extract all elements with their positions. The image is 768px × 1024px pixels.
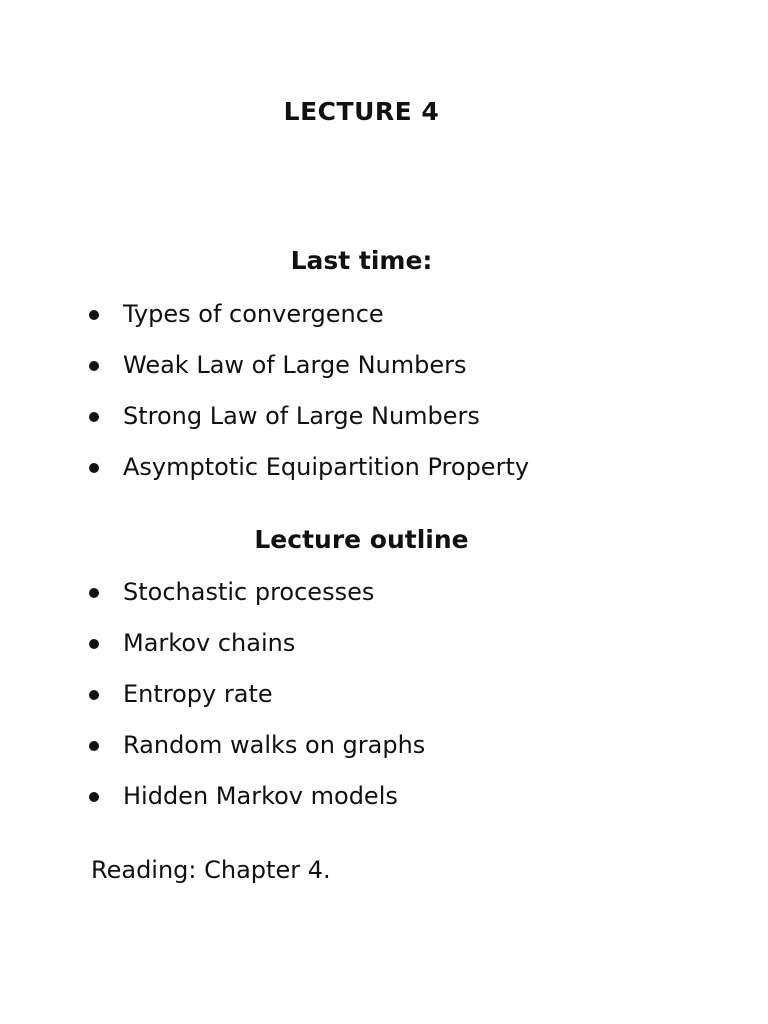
list-item-text: Types of convergence (123, 300, 384, 328)
list-item (0, 678, 425, 729)
bullet-icon (89, 361, 99, 371)
bullet-icon (89, 639, 99, 649)
list-item-text: Entropy rate (123, 680, 273, 708)
last-time-list (0, 298, 529, 502)
list-item (0, 298, 529, 349)
last-time-heading: Last time: (290, 246, 433, 275)
page-title: LECTURE 4 (283, 97, 440, 126)
bullet-icon (89, 792, 99, 802)
bullet-icon (89, 463, 99, 473)
bullet-icon (89, 310, 99, 320)
reading-note: Reading: Chapter 4. (91, 856, 331, 884)
list-item-text: Stochastic processes (123, 578, 375, 606)
list-item (0, 729, 425, 780)
bullet-icon (89, 741, 99, 751)
list-item (0, 400, 529, 451)
bullet-icon (89, 690, 99, 700)
list-item-text: Markov chains (123, 629, 296, 657)
list-item (0, 451, 529, 502)
bullet-icon (89, 412, 99, 422)
list-item (0, 349, 529, 400)
list-item-text: Random walks on graphs (123, 731, 426, 759)
list-item-text: Strong Law of Large Numbers (123, 402, 480, 430)
lecture-outline-list (0, 576, 425, 831)
list-item-text: Asymptotic Equipartition Property (123, 453, 530, 481)
list-item (0, 780, 425, 831)
list-item-text: Hidden Markov models (123, 782, 398, 810)
list-item-text: Weak Law of Large Numbers (123, 351, 467, 379)
bullet-icon (89, 588, 99, 598)
lecture-outline-heading: Lecture outline (254, 525, 469, 554)
list-item (0, 576, 425, 627)
list-item (0, 627, 425, 678)
